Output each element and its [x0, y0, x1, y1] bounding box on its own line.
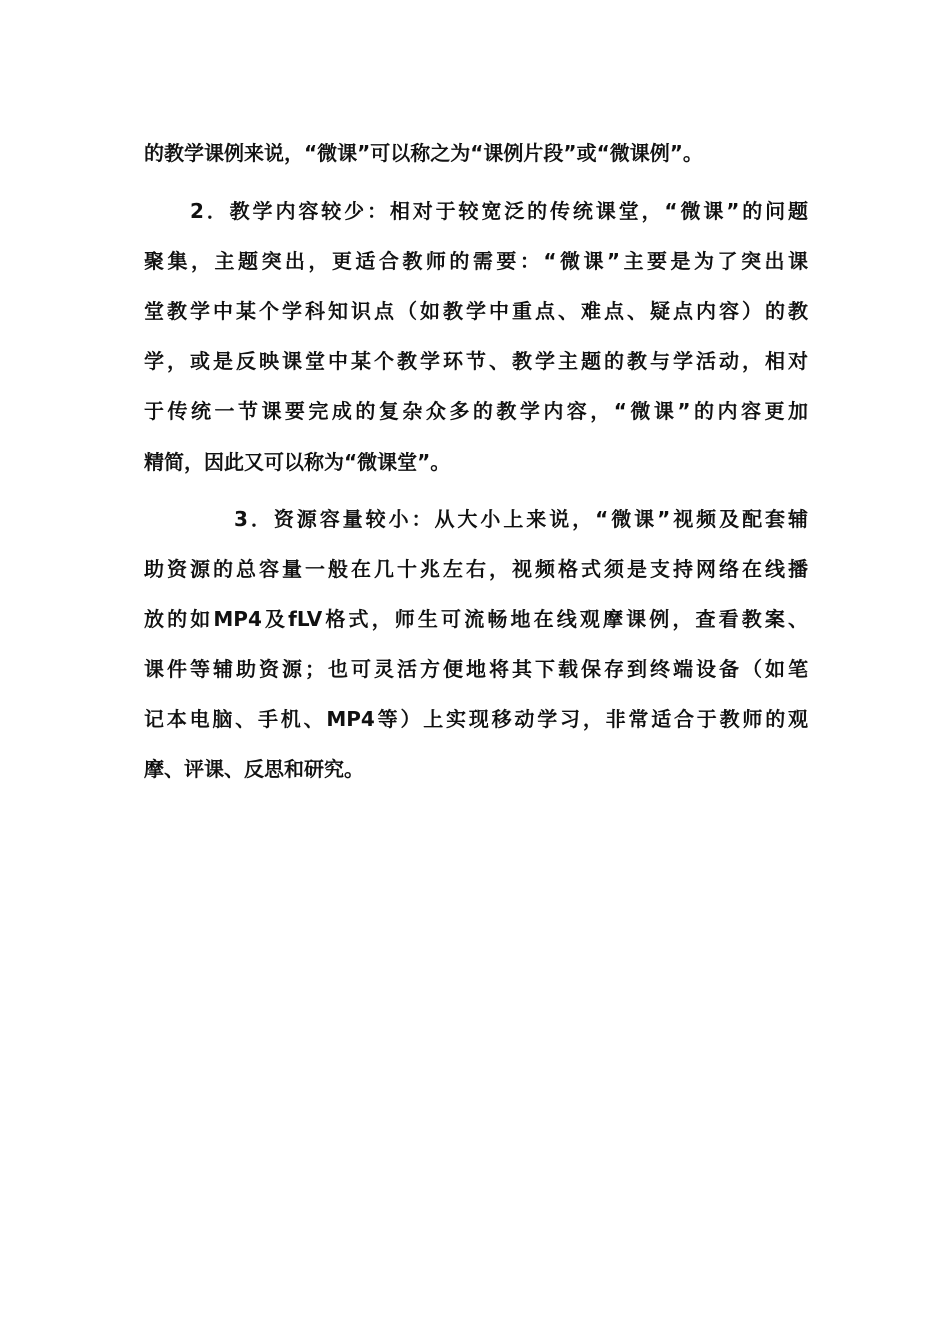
paragraph-2-line: 堂教学中某个学科知识点（如教学中重点、难点、疑点内容）的教: [144, 299, 808, 323]
paragraph-3-line: 摩、评课、反思和研究。: [144, 757, 364, 781]
paragraph-2-line: 学，或是反映课堂中某个教学环节、教学主题的教与学活动，相对: [144, 349, 808, 373]
paragraph-3-line: 记本电脑、手机、MP4等）上实现移动学习，非常适合于教师的观: [144, 707, 808, 731]
paragraph-3-line: 助资源的总容量一般在几十兆左右，视频格式须是支持网络在线播: [144, 557, 808, 581]
paragraph-3-line: 3．资源容量较小：从大小上来说，“微课”视频及配套辅: [234, 507, 808, 531]
paragraph-2-line: 精简，因此又可以称为“微课堂”。: [144, 450, 451, 474]
paragraph-3-line: 放的如MP4及fLV格式，师生可流畅地在线观摩课例，查看教案、: [144, 607, 808, 631]
paragraph-2-line: 2．教学内容较少：相对于较宽泛的传统课堂，“微课”的问题: [190, 199, 808, 223]
paragraph-2-line: 于传统一节课要完成的复杂众多的教学内容，“微课”的内容更加: [144, 399, 808, 423]
paragraph-line: 的教学课例来说，“微课”可以称之为“课例片段”或“微课例”。: [144, 141, 703, 165]
paragraph-3-line: 课件等辅助资源；也可灵活方便地将其下载保存到终端设备（如笔: [144, 657, 808, 681]
paragraph-2-line: 聚集，主题突出，更适合教师的需要：“微课”主要是为了突出课: [144, 249, 808, 273]
